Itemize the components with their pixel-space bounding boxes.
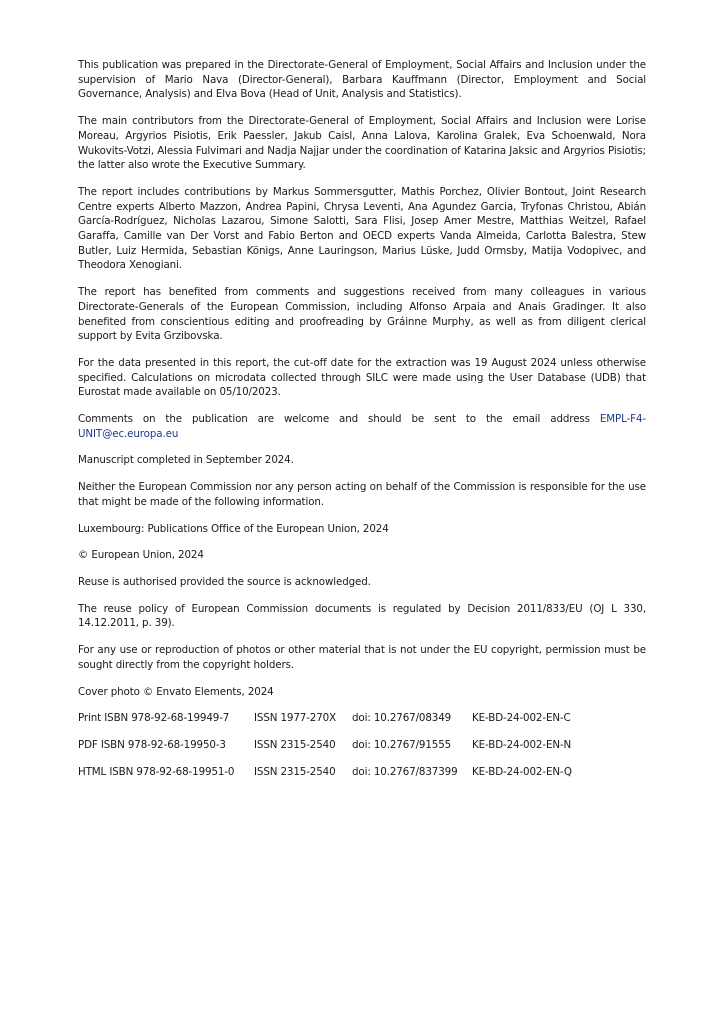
doi: doi: 10.2767/91555 <box>352 738 452 751</box>
comments-text: Comments on the publication are welcome and should be sent to the email address <box>78 413 600 426</box>
doi: doi: 10.2767/837399 <box>352 765 458 778</box>
manuscript-paragraph: Manuscript completed in September 2024. <box>78 454 294 467</box>
publisher-paragraph: Luxembourg: Publications Office of the European Union, 2024 <box>78 522 389 535</box>
main-contributors-paragraph: The main contributors from the Directorate-General of Employment, Social Affairs and Inclusion were Lorise Moreau, Argyrios Pisiotis, Erik Paessler, Jakub Caisl, Anna Lalova, Karolina Gralek, Eva Schoenwald, Nora Wukovits-Votzi, Alessia Fulvimari and Nadja Najjar under the coordination of Katarina Jaksic and Argyrios Pisiotis; the latter also wrote the Executive Summary. <box>78 115 646 172</box>
isbn: PDF ISBN 978-92-68-19950-3 <box>78 738 226 751</box>
reuse-paragraph: Reuse is authorised provided the source is acknowledged. <box>78 575 371 588</box>
colophon-page <box>78 58 646 791</box>
identifier-row-pdf <box>78 738 646 753</box>
catalogue-number: KE-BD-24-002-EN-C <box>472 712 571 725</box>
reuse-policy-paragraph: The reuse policy of European Commission documents is regulated by Decision 2011/833/EU (OJ L 330, 14.12.2011, p. 39). <box>78 602 646 630</box>
benefited-paragraph: The report has benefited from comments and suggestions received from many colleagues in various Directorate-Generals of the European Commission, including Alfonso Arpaia and Anais Gradinger. It also benefited from conscientious editing and proofreading by Gráinne Murphy, as well as from diligent clerical support by Evita Grzibovska. <box>78 286 646 343</box>
data-cutoff-paragraph: For the data presented in this report, the cut-off date for the extraction was 19 August 2024 unless otherwise specified. Calculations on microdata collected through SILC were made using the User Database (UDB) that Eurostat made available on 05/10/2023. <box>78 356 646 399</box>
isbn: HTML ISBN 978-92-68-19951-0 <box>78 765 235 778</box>
issn: ISSN 1977-270X <box>254 712 337 725</box>
doi: doi: 10.2767/08349 <box>352 712 452 725</box>
cover-photo-paragraph: Cover photo © Envato Elements, 2024 <box>78 685 274 698</box>
catalogue-number: KE-BD-24-002-EN-N <box>472 738 572 751</box>
identifier-row-print <box>78 711 646 726</box>
identifier-row-html <box>78 765 646 780</box>
email-link[interactable]: EMPL-F4-UNIT@ec.europa.eu <box>78 413 646 440</box>
copyright-paragraph: © European Union, 2024 <box>78 549 204 562</box>
catalogue-number: KE-BD-24-002-EN-Q <box>472 765 572 778</box>
issn: ISSN 2315-2540 <box>254 765 336 778</box>
isbn: Print ISBN 978-92-68-19949-7 <box>78 712 230 725</box>
disclaimer-paragraph: Neither the European Commission nor any person acting on behalf of the Commission is responsible for the use that might be made of the following information. <box>78 481 646 508</box>
contributions-paragraph: The report includes contributions by Markus Sommersgutter, Mathis Porchez, Olivier Bontout, Joint Research Centre experts Alberto Mazzon, Andrea Papini, Chrysa Leventi, Ana Agundez Garcia, Tryfonas Christou, Abián García-Rodríguez, Nicholas Lazarou, Simone Salotti, Sara Flisi, Josep Amer Mestre, Matthias Weitzel, Rafael Garaffa, Camille van Der Vorst and Fabio Berton and OECD experts Vanda Almeida, Carlotta Balestra, Stew Butler, Luiz Hermida, Sebastian Königs, Anne Lauringson, Marius Lüske, Judd Ormsby, Matija Vodopivec, and Theodora Xenogiani. <box>78 185 646 272</box>
photos-paragraph: For any use or reproduction of photos or other material that is not under the EU copyright, permission must be sought directly from the copyright holders. <box>78 644 646 671</box>
prepared-paragraph: This publication was prepared in the Directorate-General of Employment, Social Affairs and Inclusion under the supervision of Mario Nava (Director-General), Barbara Kauffmann (Director, Employment and Social Governance, Analysis) and Elva Bova (Head of Unit, Analysis and Statistics). <box>78 59 646 101</box>
issn: ISSN 2315-2540 <box>254 738 336 751</box>
comments-paragraph <box>78 412 646 441</box>
